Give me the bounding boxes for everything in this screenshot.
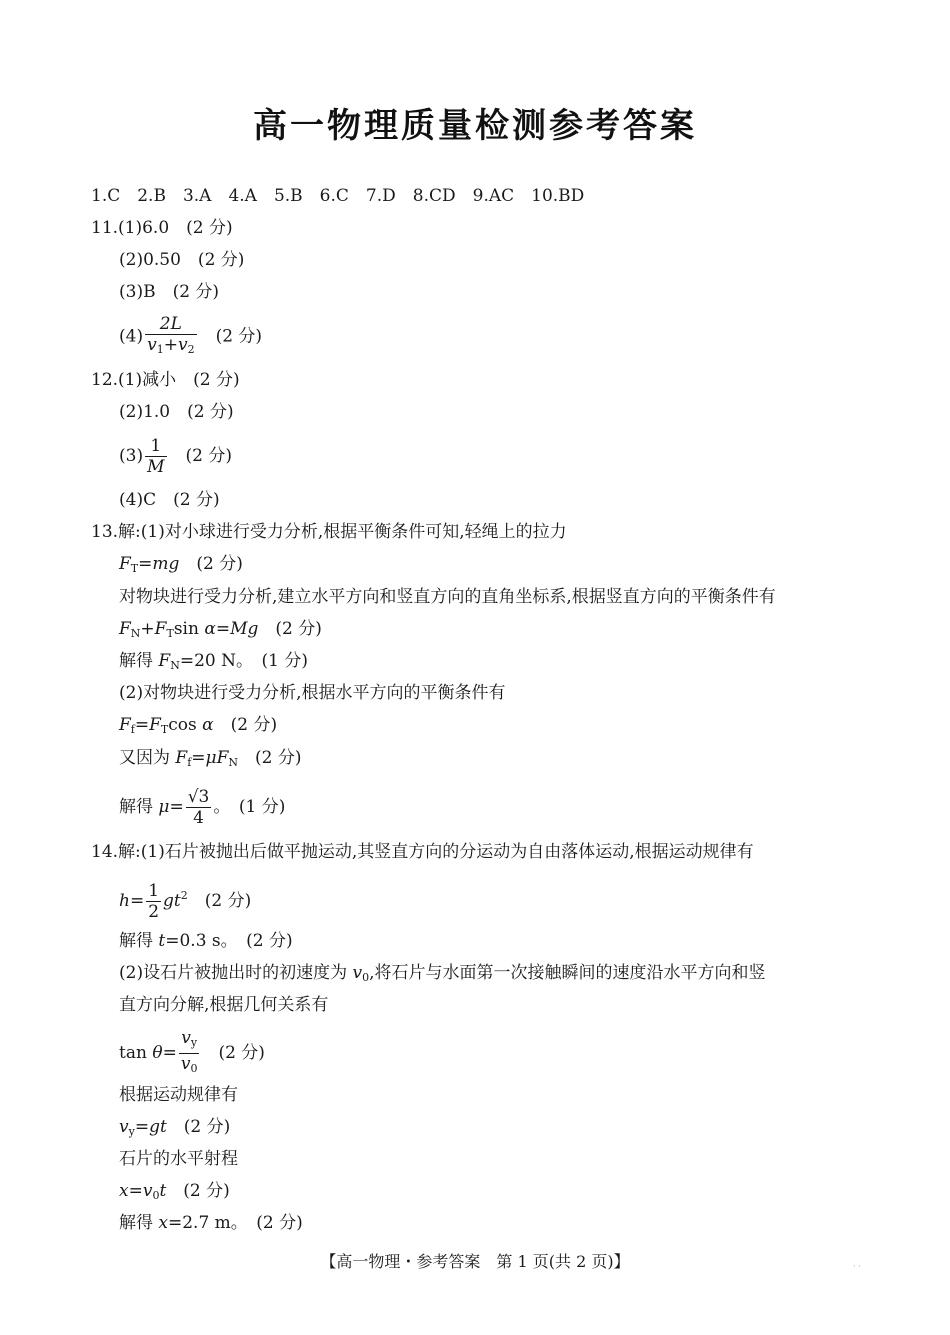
q14-result-t: 解得 t=0.3 s。 (2 分) (119, 931, 293, 951)
fraction-denominator: M (147, 457, 165, 477)
q11-part4-prefix: (4) (119, 326, 144, 347)
q13-line3: 对物块进行受力分析,建立水平方向和竖直方向的直角坐标系,根据竖直方向的平衡条件有 (119, 587, 776, 607)
mcq-answer: 1.C (91, 186, 121, 206)
q12-part3-score: (2 分) (185, 446, 232, 466)
q11-part4 (119, 314, 262, 360)
q11-part2: (2)0.50 (2 分) (119, 250, 245, 270)
q13-result-mu: 解得 μ= $\frac{√3}{4}$ 。 (1 分) (119, 787, 286, 828)
fraction-denominator: 4 (193, 808, 204, 828)
fraction-denominator: 2 (148, 902, 160, 922)
q13-eq-friction: $F_f=F_T\cos$ α (2 分) (119, 715, 278, 736)
q13-eq-vertical: $F_N+F_T\sin$ α=Mg (2 分) (119, 619, 322, 640)
q12-part3 (119, 434, 232, 478)
fraction-numerator: √3 (187, 787, 210, 807)
mcq-answers (91, 185, 601, 207)
fraction-denominator: $v_0$ (180, 1054, 198, 1075)
mcq-answer: 10.BD (531, 186, 585, 206)
q14-line4: (2)设石片被抛出时的初速度为 $v_0$,将石片与水面第一次接触瞬间的速度沿水平方向和竖 (119, 963, 766, 984)
q13-line6: (2)对物块进行受力分析,根据水平方向的平衡条件有 (119, 683, 506, 703)
q13-eq-mu: 又因为 $F_f=\mu F_N$ (2 分) (119, 748, 302, 769)
q12-fraction (145, 436, 166, 477)
corner-mark: · · (853, 1262, 861, 1271)
mcq-answer: 7.D (365, 186, 396, 206)
q11-part1: 11.(1)6.0 (2 分) (91, 218, 233, 238)
q12-part3-prefix: (3) (119, 446, 144, 466)
mcq-answer: 5.B (273, 186, 303, 206)
mcq-answer: 8.CD (412, 186, 456, 206)
page-footer: 【高一物理・参考答案 第 1 页(共 2 页)】 (320, 1252, 630, 1271)
mu-fraction (186, 787, 212, 828)
q14-eq-tan: tan θ= $\frac{v_y}{v_0}$ (2 分) (119, 1028, 265, 1079)
q12-part4: (4)C (2 分) (119, 490, 220, 510)
fraction-numerator: 1 (145, 436, 166, 457)
q12-part1: 12.(1)减小 (2 分) (91, 370, 240, 390)
q14-eq-height: h= $\frac{1}{2}$ $gt^2$ (2 分) (119, 881, 252, 922)
page-title: 高一物理质量检测参考答案 (253, 106, 697, 146)
q11-part4-score: (2 分) (215, 326, 263, 347)
fraction-numerator: $v_y$ (179, 1028, 200, 1054)
q13-result-fn: 解得 $F_N=20$ N。 (1 分) (119, 651, 308, 672)
q14-eq-x: $x=v_0t$ (2 分) (119, 1181, 230, 1202)
mcq-answer: 3.A (182, 186, 212, 206)
fraction-numerator: 2L (145, 314, 196, 335)
mcq-answer: 9.AC (472, 186, 515, 206)
fraction-denominator: $v_1+v_2$ (147, 335, 195, 356)
q13-line1: 13.解:(1)对小球进行受力分析,根据平衡条件可知,轻绳上的拉力 (91, 522, 567, 542)
q11-fraction (145, 314, 196, 360)
q14-line1: 14.解:(1)石片被抛出后做平抛运动,其竖直方向的分运动为自由落体运动,根据运动规律有 (91, 842, 754, 862)
half-fraction (146, 881, 161, 922)
q13-eq-tension: $F_T=mg$ (2 分) (119, 554, 243, 575)
q14-line5: 直方向分解,根据几何关系有 (119, 995, 329, 1015)
q14-result-x: 解得 x=2.7 m。 (2 分) (119, 1213, 303, 1233)
q14-line7: 根据运动规律有 (119, 1085, 238, 1105)
q14-eq-vy: $v_y=gt$ (2 分) (119, 1117, 231, 1138)
q14-line9: 石片的水平射程 (119, 1149, 238, 1169)
q11-part3: (3)B (2 分) (119, 282, 220, 302)
mcq-answer: 4.A (228, 186, 257, 206)
fraction-numerator: 1 (148, 881, 160, 901)
mcq-answer: 6.C (319, 186, 349, 206)
mcq-answer: 2.B (137, 186, 166, 206)
tan-fraction (179, 1028, 200, 1079)
q12-part2: (2)1.0 (2 分) (119, 402, 234, 422)
